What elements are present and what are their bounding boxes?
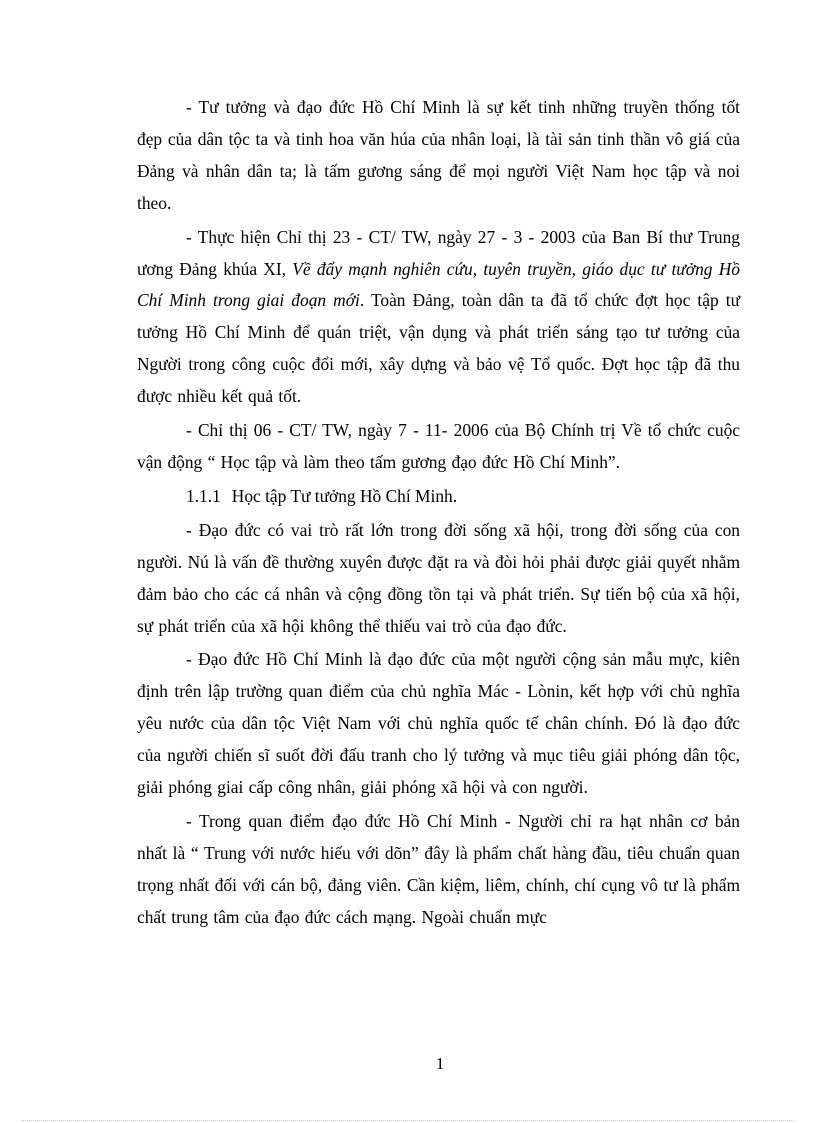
- section-heading: [137, 481, 740, 513]
- paragraph-2-text-after: . Toàn Đảng, toàn dân ta đã tổ chức đợt học tập tư tưởng Hồ Chí Minh để quán triệt, vận dụng và phát triển sáng tạo tư tưởng của Người trong công cuộc đổi mới, xây dựng và bảo vệ Tổ quốc. Đợt học tập đã thu được nhiều kết quả tốt.: [137, 290, 740, 407]
- paragraph-2-text-before: - Thực hiện Chỉ thị 23 - CT/ TW, ngày 27 - 3 - 2003 của Ban Bí thư Trung ương Đảng khúa XI,: [137, 226, 740, 279]
- paragraph-4: - Đạo đức có vai trò rất lớn trong đời sống xã hội, trong đời sống của con người. Nú là vấn đề thường xuyên được đặt ra và đòi hỏi phải được giải quyết nhằm đảm bảo cho các cá nhân và cộng đồng tồn tại và phát triển. Sự tiến bộ của xã hội, sự phát triển của xã hội không thể thiếu vai trò của đạo đức.: [137, 519, 740, 636]
- page-bottom-divider: [22, 1120, 794, 1121]
- paragraph-1: - Tư tưởng và đạo đức Hồ Chí Minh là sự kết tinh những truyền thống tốt đẹp của dân tộc ta và tinh hoa văn húa của nhân loại, là tài sản tinh thần vô giá của Đảng và nhân dân ta; là tấm gương sáng để mọi người Việt Nam học tập và noi theo.: [137, 97, 740, 213]
- paragraph-5: - Đạo đức Hồ Chí Minh là đạo đức của một người cộng sản mẫu mực, kiên định trên lập trường quan điểm của chủ nghĩa Mác - Lònin, kết hợp với chủ nghĩa yêu nước của dân tộc Việt Nam với chủ nghĩa quốc tế chân chính. Đó là đạo đức của người chiến sĩ suốt đời đấu tranh cho lý tưởng và mục tiêu giải phóng dân tộc, giải phóng giai cấp công nhân, giải phóng xã hội và con người.: [137, 649, 740, 798]
- paragraph-2: [137, 222, 740, 413]
- paragraph-6: - Trong quan điểm đạo đức Hồ Chí Minh - Người chỉ ra hạt nhân cơ bản nhất là “ Trung với nước hiếu với dõn” đây là phẩm chất hàng đầu, tiêu chuẩn quan trọng nhất đối với cán bộ, đảng viên. Cần kiệm, liêm, chính, chí cụng vô tư là phẩm chất trung tâm của đạo đức cách mạng. Ngoài chuẩn mực: [137, 810, 740, 927]
- paragraph-3: - Chỉ thị 06 - CT/ TW, ngày 7 - 11- 2006 của Bộ Chính trị Về tổ chức cuộc vận động “ Học tập và làm theo tấm gương đạo đức Hồ Chí Minh”.: [137, 420, 740, 472]
- section-number: 1.1.1: [186, 485, 221, 506]
- paragraph-2-italic-title: Về đẩy mạnh nghiên cứu, tuyên truyền, giáo dục tư tưởng Hồ Chí Minh trong giai đoạn mới: [137, 258, 740, 311]
- page-number: 1: [435, 1054, 445, 1073]
- page-body: [137, 92, 740, 936]
- section-title: Học tập Tư tưởng Hồ Chí Minh.: [231, 485, 458, 506]
